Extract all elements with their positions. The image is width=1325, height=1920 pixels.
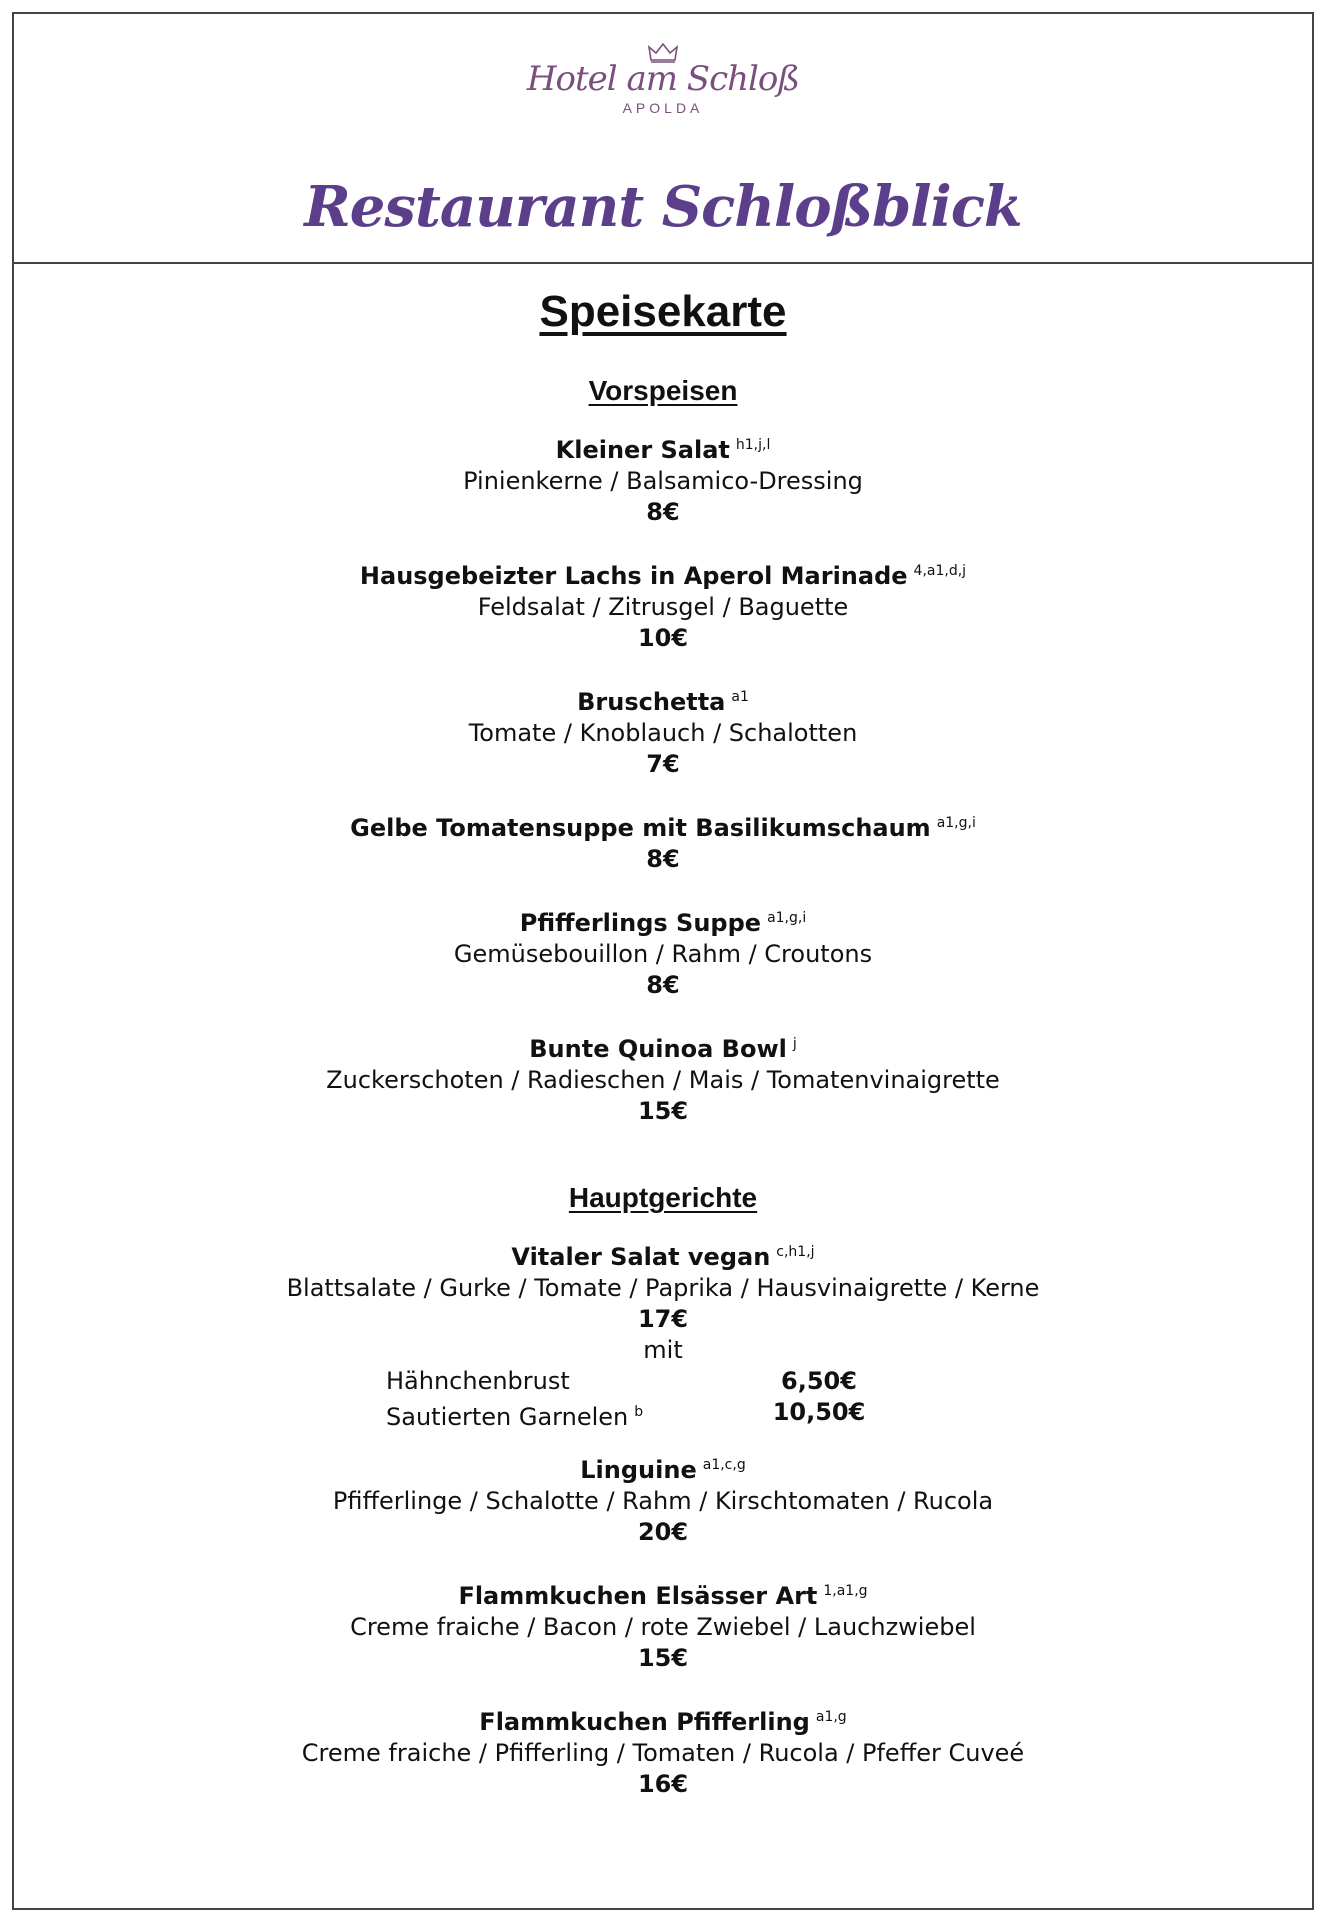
item-name: Bruschetta $^{a1}$ <box>577 688 749 716</box>
item-price: 20€ <box>637 1518 689 1546</box>
addon-price: 10,50€ <box>772 1398 866 1426</box>
menu-item <box>14 682 1312 780</box>
menu-item <box>14 808 1312 875</box>
addon-label: Hähnchenbrust <box>386 1367 570 1395</box>
restaurant-name: Restaurant Schloßblick <box>304 174 1022 240</box>
menu-content <box>14 276 1312 1800</box>
item-price: 16€ <box>637 1770 689 1798</box>
item-allergens: a1 <box>731 689 749 705</box>
addon-label: Sautierten Garnelen $^b$ <box>386 1403 644 1431</box>
menu-page <box>12 12 1314 1910</box>
menu-item <box>14 1029 1312 1127</box>
item-description: Creme fraiche / Bacon / rote Zwiebel / Lauchzwiebel <box>350 1613 976 1641</box>
addon-with-label: mit <box>643 1336 683 1364</box>
menu-item <box>14 430 1312 528</box>
addon-row <box>14 1366 1312 1397</box>
item-allergens: a1,g,i <box>767 910 807 926</box>
item-description: Zuckerschoten / Radieschen / Mais / Tomatenvinaigrette <box>326 1066 1000 1094</box>
item-name: Bunte Quinoa Bowl $^j$ <box>529 1035 797 1063</box>
menu-item <box>14 1702 1312 1800</box>
menu-item <box>14 903 1312 1001</box>
item-name: Kleiner Salat $^{h1,j,l}$ <box>555 436 771 464</box>
menu-item <box>14 1450 1312 1548</box>
item-allergens: a1,g <box>815 1709 847 1725</box>
menu-item <box>14 556 1312 654</box>
mains-items <box>14 1450 1312 1800</box>
starters-list <box>14 430 1312 1127</box>
item-price: 8€ <box>646 845 680 873</box>
logo-location: APOLDA <box>622 100 704 116</box>
item-allergens: c,h1,j <box>776 1244 815 1260</box>
item-name: Linguine $^{a1,c,g}$ <box>580 1456 746 1484</box>
item-description: Gemüsebouillon / Rahm / Croutons <box>453 940 873 968</box>
item-allergens: 4,a1,d,j <box>913 563 967 579</box>
menu-item <box>14 1237 1312 1431</box>
item-price: 17€ <box>637 1305 689 1333</box>
item-allergens: 1,a1,g <box>823 1583 868 1599</box>
mains-list <box>14 1237 1312 1800</box>
item-name: Flammkuchen Elsässer Art $^{1,a1,g}$ <box>458 1582 868 1610</box>
hotel-logo <box>14 42 1312 116</box>
item-price: 15€ <box>637 1097 689 1125</box>
item-name: Gelbe Tomatensuppe mit Basilikumschaum $^{a1,g,i}$ <box>350 814 976 842</box>
item-name: Flammkuchen Pfifferling $^{a1,g}$ <box>479 1708 847 1736</box>
item-allergens: a1,c,g <box>702 1457 746 1473</box>
item-name: Pfifferlings Suppe $^{a1,g,i}$ <box>519 909 807 937</box>
item-description: Creme fraiche / Pfifferling / Tomaten / Rucola / Pfeffer Cuveé <box>301 1739 1025 1767</box>
item-price: 10€ <box>637 624 689 652</box>
item-description: Feldsalat / Zitrusgel / Baguette <box>477 593 849 621</box>
addon-row <box>14 1397 1312 1431</box>
page-title: Speisekarte <box>539 287 787 336</box>
item-description: Blattsalate / Gurke / Tomate / Paprika / Hausvinaigrette / Kerne <box>286 1274 1040 1302</box>
item-price: 7€ <box>646 750 680 778</box>
menu-item <box>14 1576 1312 1674</box>
item-description: Tomate / Knoblauch / Schalotten <box>468 719 858 747</box>
item-allergens: a1,g,i <box>936 815 976 831</box>
item-description: Pinienkerne / Balsamico-Dressing <box>463 467 863 495</box>
item-price: 15€ <box>637 1644 689 1672</box>
item-name: Vitaler Salat vegan $^{c,h1,j}$ <box>511 1243 815 1271</box>
section-title-starters: Vorspeisen <box>588 375 738 406</box>
item-description: Pfifferlinge / Schalotte / Rahm / Kirschtomaten / Rucola <box>332 1487 994 1515</box>
item-name: Hausgebeizter Lachs in Aperol Marinade $^{4,a1,d,j}$ <box>359 562 967 590</box>
section-title-mains: Hauptgerichte <box>568 1182 758 1213</box>
item-allergens: h1,j,l <box>735 437 771 453</box>
item-price: 8€ <box>646 498 680 526</box>
logo-script: Hotel am Schloß <box>526 59 800 99</box>
item-price: 8€ <box>646 971 680 999</box>
addon-allergens: b <box>634 1404 644 1420</box>
item-allergens: j <box>792 1036 797 1052</box>
addon-price: 6,50€ <box>781 1367 857 1395</box>
menu-header <box>14 14 1312 264</box>
